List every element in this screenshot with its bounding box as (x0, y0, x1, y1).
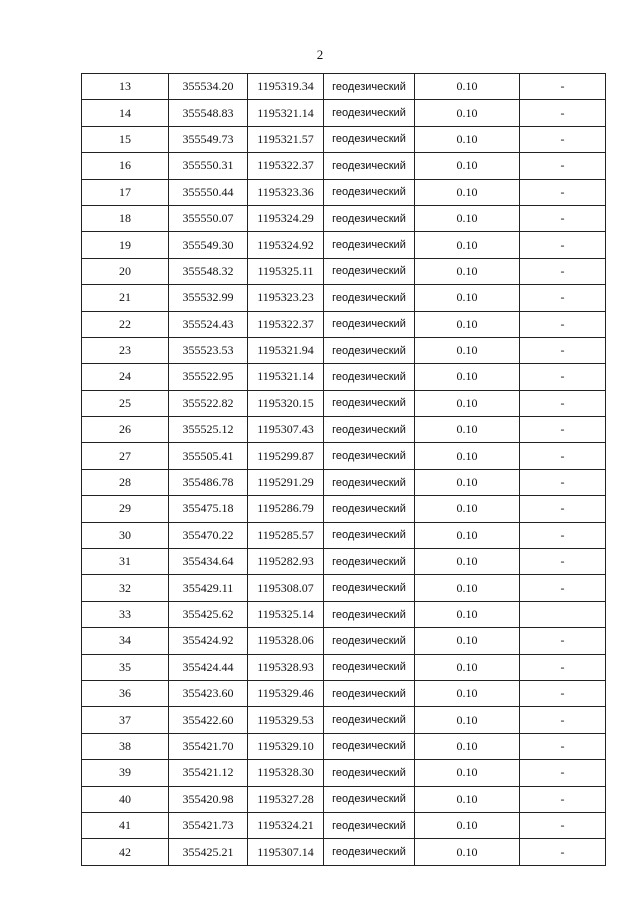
accuracy-cell: 0.10 (415, 74, 520, 100)
y-coordinate-cell: 1195325.11 (248, 258, 324, 284)
accuracy-cell: 0.10 (415, 812, 520, 838)
table-row (82, 364, 606, 390)
point-number-cell: 14 (82, 100, 169, 126)
table-row (82, 680, 606, 706)
point-number-cell: 21 (82, 285, 169, 311)
point-number-cell: 24 (82, 364, 169, 390)
accuracy-cell: 0.10 (415, 126, 520, 152)
y-coordinate-cell: 1195322.37 (248, 311, 324, 337)
description-cell: - (520, 522, 606, 548)
table-row (82, 654, 606, 680)
x-coordinate-cell: 355525.12 (169, 417, 248, 443)
point-number-cell: 34 (82, 628, 169, 654)
table-row (82, 179, 606, 205)
point-number-cell: 19 (82, 232, 169, 258)
x-coordinate-cell: 355434.64 (169, 549, 248, 575)
description-cell: - (520, 628, 606, 654)
point-number-cell: 30 (82, 522, 169, 548)
accuracy-cell: 0.10 (415, 417, 520, 443)
accuracy-cell: 0.10 (415, 760, 520, 786)
accuracy-cell: 0.10 (415, 443, 520, 469)
accuracy-cell: 0.10 (415, 390, 520, 416)
table-row (82, 839, 606, 865)
page-number: 2 (316, 47, 324, 62)
description-cell: - (520, 496, 606, 522)
x-coordinate-cell: 355532.99 (169, 285, 248, 311)
y-coordinate-cell: 1195321.57 (248, 126, 324, 152)
accuracy-cell: 0.10 (415, 285, 520, 311)
method-cell: геодезический (324, 311, 415, 337)
table-row (82, 417, 606, 443)
y-coordinate-cell: 1195319.34 (248, 74, 324, 100)
table-row (82, 812, 606, 838)
description-cell: - (520, 126, 606, 152)
description-cell: - (520, 680, 606, 706)
accuracy-cell: 0.10 (415, 575, 520, 601)
accuracy-cell: 0.10 (415, 786, 520, 812)
description-cell: - (520, 390, 606, 416)
table-row (82, 285, 606, 311)
y-coordinate-cell: 1195285.57 (248, 522, 324, 548)
point-number-cell: 37 (82, 707, 169, 733)
table-row (82, 496, 606, 522)
method-cell: геодезический (324, 549, 415, 575)
table-row (82, 760, 606, 786)
point-number-cell: 28 (82, 469, 169, 495)
x-coordinate-cell: 355549.30 (169, 232, 248, 258)
x-coordinate-cell: 355550.31 (169, 153, 248, 179)
point-number-cell: 15 (82, 126, 169, 152)
description-cell: - (520, 311, 606, 337)
x-coordinate-cell: 355420.98 (169, 786, 248, 812)
method-cell: геодезический (324, 496, 415, 522)
y-coordinate-cell: 1195321.14 (248, 364, 324, 390)
y-coordinate-cell: 1195328.30 (248, 760, 324, 786)
table-row (82, 733, 606, 759)
table-row (82, 337, 606, 363)
table-row (82, 100, 606, 126)
y-coordinate-cell: 1195282.93 (248, 549, 324, 575)
method-cell: геодезический (324, 232, 415, 258)
description-cell: - (520, 153, 606, 179)
table-row (82, 205, 606, 231)
method-cell: геодезический (324, 153, 415, 179)
method-cell: геодезический (324, 654, 415, 680)
x-coordinate-cell: 355534.20 (169, 74, 248, 100)
table-row (82, 443, 606, 469)
method-cell: геодезический (324, 733, 415, 759)
description-cell: - (520, 469, 606, 495)
method-cell: геодезический (324, 575, 415, 601)
y-coordinate-cell: 1195323.36 (248, 179, 324, 205)
table-row (82, 522, 606, 548)
table-row (82, 469, 606, 495)
y-coordinate-cell: 1195299.87 (248, 443, 324, 469)
table-row (82, 549, 606, 575)
method-cell: геодезический (324, 707, 415, 733)
accuracy-cell: 0.10 (415, 100, 520, 126)
point-number-cell: 38 (82, 733, 169, 759)
point-number-cell: 36 (82, 680, 169, 706)
accuracy-cell: 0.10 (415, 258, 520, 284)
x-coordinate-cell: 355425.62 (169, 601, 248, 627)
x-coordinate-cell: 355505.41 (169, 443, 248, 469)
y-coordinate-cell: 1195328.93 (248, 654, 324, 680)
y-coordinate-cell: 1195323.23 (248, 285, 324, 311)
y-coordinate-cell: 1195325.14 (248, 601, 324, 627)
accuracy-cell: 0.10 (415, 549, 520, 575)
method-cell: геодезический (324, 760, 415, 786)
point-number-cell: 20 (82, 258, 169, 284)
point-number-cell: 40 (82, 786, 169, 812)
description-cell: - (520, 786, 606, 812)
y-coordinate-cell: 1195327.28 (248, 786, 324, 812)
description-cell: - (520, 654, 606, 680)
x-coordinate-cell: 355424.92 (169, 628, 248, 654)
coordinates-table-body (82, 74, 606, 866)
accuracy-cell: 0.10 (415, 179, 520, 205)
y-coordinate-cell: 1195286.79 (248, 496, 324, 522)
point-number-cell: 23 (82, 337, 169, 363)
x-coordinate-cell: 355549.73 (169, 126, 248, 152)
table-row (82, 153, 606, 179)
accuracy-cell: 0.10 (415, 232, 520, 258)
point-number-cell: 32 (82, 575, 169, 601)
description-cell: - (520, 417, 606, 443)
description-cell: - (520, 285, 606, 311)
method-cell: геодезический (324, 601, 415, 627)
description-cell: - (520, 232, 606, 258)
accuracy-cell: 0.10 (415, 654, 520, 680)
x-coordinate-cell: 355550.07 (169, 205, 248, 231)
point-number-cell: 31 (82, 549, 169, 575)
x-coordinate-cell: 355550.44 (169, 179, 248, 205)
method-cell: геодезический (324, 100, 415, 126)
point-number-cell: 13 (82, 74, 169, 100)
y-coordinate-cell: 1195324.29 (248, 205, 324, 231)
method-cell: геодезический (324, 258, 415, 284)
x-coordinate-cell: 355522.82 (169, 390, 248, 416)
point-number-cell: 22 (82, 311, 169, 337)
x-coordinate-cell: 355421.70 (169, 733, 248, 759)
y-coordinate-cell: 1195321.14 (248, 100, 324, 126)
description-cell: - (520, 364, 606, 390)
y-coordinate-cell: 1195324.21 (248, 812, 324, 838)
method-cell: геодезический (324, 417, 415, 443)
description-cell: - (520, 74, 606, 100)
accuracy-cell: 0.10 (415, 311, 520, 337)
x-coordinate-cell: 355524.43 (169, 311, 248, 337)
accuracy-cell: 0.10 (415, 522, 520, 548)
accuracy-cell: 0.10 (415, 839, 520, 865)
table-row (82, 232, 606, 258)
method-cell: геодезический (324, 628, 415, 654)
point-number-cell: 29 (82, 496, 169, 522)
y-coordinate-cell: 1195291.29 (248, 469, 324, 495)
y-coordinate-cell: 1195308.07 (248, 575, 324, 601)
method-cell: геодезический (324, 839, 415, 865)
accuracy-cell: 0.10 (415, 680, 520, 706)
table-row (82, 601, 606, 627)
point-number-cell: 33 (82, 601, 169, 627)
accuracy-cell: 0.10 (415, 496, 520, 522)
method-cell: геодезический (324, 364, 415, 390)
method-cell: геодезический (324, 337, 415, 363)
point-number-cell: 41 (82, 812, 169, 838)
method-cell: геодезический (324, 522, 415, 548)
table-row (82, 707, 606, 733)
x-coordinate-cell: 355422.60 (169, 707, 248, 733)
point-number-cell: 26 (82, 417, 169, 443)
point-number-cell: 25 (82, 390, 169, 416)
y-coordinate-cell: 1195328.06 (248, 628, 324, 654)
point-number-cell: 27 (82, 443, 169, 469)
x-coordinate-cell: 355424.44 (169, 654, 248, 680)
point-number-cell: 35 (82, 654, 169, 680)
method-cell: геодезический (324, 205, 415, 231)
x-coordinate-cell: 355425.21 (169, 839, 248, 865)
x-coordinate-cell: 355523.53 (169, 337, 248, 363)
description-cell: - (520, 179, 606, 205)
x-coordinate-cell: 355429.11 (169, 575, 248, 601)
method-cell: геодезический (324, 812, 415, 838)
y-coordinate-cell: 1195320.15 (248, 390, 324, 416)
accuracy-cell: 0.10 (415, 733, 520, 759)
description-cell: - (520, 839, 606, 865)
method-cell: геодезический (324, 390, 415, 416)
description-cell: - (520, 443, 606, 469)
description-cell: - (520, 575, 606, 601)
x-coordinate-cell: 355548.83 (169, 100, 248, 126)
description-cell: - (520, 549, 606, 575)
y-coordinate-cell: 1195322.37 (248, 153, 324, 179)
table-row (82, 311, 606, 337)
table-row (82, 74, 606, 100)
accuracy-cell: 0.10 (415, 628, 520, 654)
method-cell: геодезический (324, 285, 415, 311)
description-cell: - (520, 707, 606, 733)
coordinates-table (81, 73, 606, 866)
point-number-cell: 39 (82, 760, 169, 786)
method-cell: геодезический (324, 786, 415, 812)
point-number-cell: 16 (82, 153, 169, 179)
x-coordinate-cell: 355522.95 (169, 364, 248, 390)
accuracy-cell: 0.10 (415, 153, 520, 179)
method-cell: геодезический (324, 126, 415, 152)
accuracy-cell: 0.10 (415, 364, 520, 390)
description-cell: - (520, 337, 606, 363)
description-cell: - (520, 100, 606, 126)
point-number-cell: 17 (82, 179, 169, 205)
method-cell: геодезический (324, 179, 415, 205)
method-cell: геодезический (324, 469, 415, 495)
x-coordinate-cell: 355475.18 (169, 496, 248, 522)
description-cell: - (520, 733, 606, 759)
x-coordinate-cell: 355423.60 (169, 680, 248, 706)
description-cell: - (520, 760, 606, 786)
method-cell: геодезический (324, 74, 415, 100)
y-coordinate-cell: 1195329.10 (248, 733, 324, 759)
accuracy-cell: 0.10 (415, 337, 520, 363)
accuracy-cell: 0.10 (415, 601, 520, 627)
description-cell (520, 601, 606, 627)
method-cell: геодезический (324, 443, 415, 469)
x-coordinate-cell: 355548.32 (169, 258, 248, 284)
accuracy-cell: 0.10 (415, 205, 520, 231)
accuracy-cell: 0.10 (415, 707, 520, 733)
point-number-cell: 18 (82, 205, 169, 231)
method-cell: геодезический (324, 680, 415, 706)
y-coordinate-cell: 1195329.53 (248, 707, 324, 733)
x-coordinate-cell: 355421.12 (169, 760, 248, 786)
table-row (82, 786, 606, 812)
table-row (82, 628, 606, 654)
y-coordinate-cell: 1195307.43 (248, 417, 324, 443)
x-coordinate-cell: 355421.73 (169, 812, 248, 838)
table-row (82, 126, 606, 152)
y-coordinate-cell: 1195321.94 (248, 337, 324, 363)
description-cell: - (520, 812, 606, 838)
x-coordinate-cell: 355486.78 (169, 469, 248, 495)
table-row (82, 258, 606, 284)
accuracy-cell: 0.10 (415, 469, 520, 495)
table-row (82, 390, 606, 416)
point-number-cell: 42 (82, 839, 169, 865)
x-coordinate-cell: 355470.22 (169, 522, 248, 548)
table-row (82, 575, 606, 601)
y-coordinate-cell: 1195307.14 (248, 839, 324, 865)
description-cell: - (520, 258, 606, 284)
description-cell: - (520, 205, 606, 231)
y-coordinate-cell: 1195324.92 (248, 232, 324, 258)
y-coordinate-cell: 1195329.46 (248, 680, 324, 706)
